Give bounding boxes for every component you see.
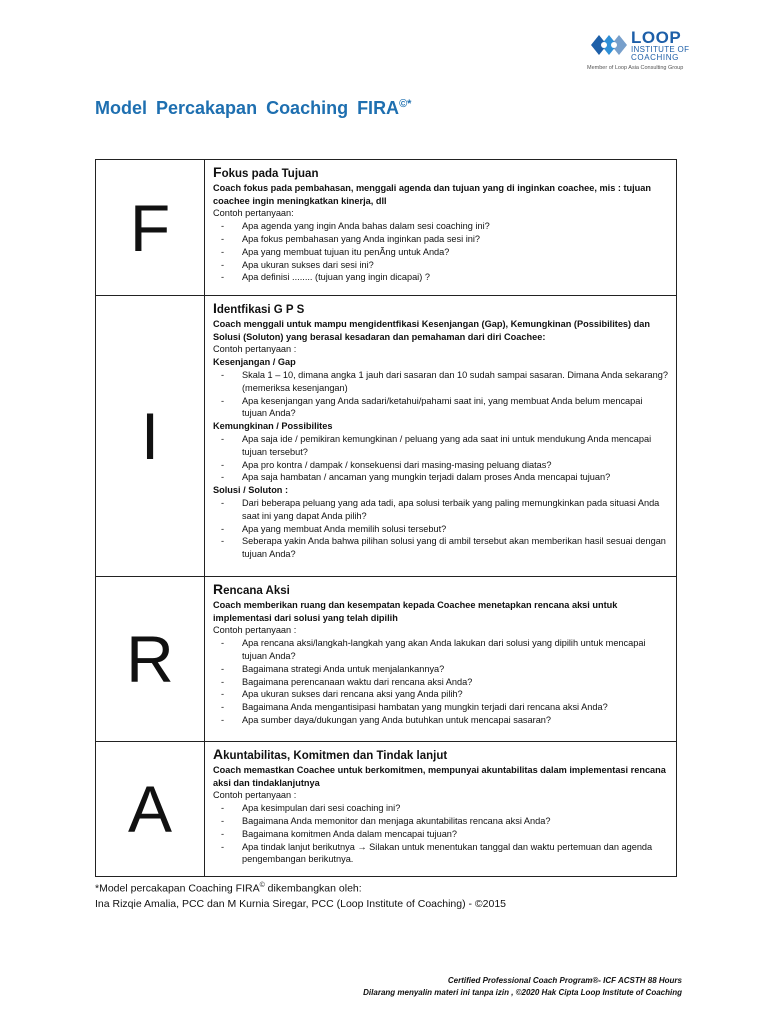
section-letter-a: A [96, 742, 205, 877]
question-item: - Apa rencana aksi/langkah-langkah yang akan Anda lakukan dari solusi yang dipilih untuk mencapai tujuan Anda? [213, 637, 668, 663]
heading-initial: I [213, 300, 217, 316]
question-item: - Apa sumber daya/dukungan yang Anda butuhkan untuk mencapai sasaran? [213, 714, 668, 727]
heading-rest: encana Aksi [223, 585, 290, 597]
section-row-f [96, 160, 677, 296]
footnote [95, 878, 506, 912]
question-item: - Apa agenda yang ingin Anda bahas dalam sesi coaching ini? [213, 220, 668, 233]
section-description: Coach memastkan Coachee untuk berkomitmen, mempunyai akuntabilitas dalam implementasi rencana aksi dan tindaklanjutnya [213, 764, 666, 788]
questions-label: Contoh pertanyaan : [213, 344, 297, 355]
footer-copyright: Dilarang menyalin materi ini tanpa izin , ©2020 Hak Cipta Loop Institute of Coaching [363, 988, 682, 997]
loop-logo [587, 28, 697, 74]
section-content-a [205, 742, 677, 877]
question-item: - Apa pro kontra / dampak / konsekuensi dari masing-masing peluang diatas? [213, 459, 668, 472]
question-item: - Apa ukuran sukses dari rencana aksi yang Anda pilih? [213, 688, 668, 701]
page-title-mark: ©* [399, 98, 412, 110]
heading-rest: dentfikasi G P S [216, 304, 305, 316]
heading-initial: R [213, 581, 224, 597]
logo-text-institute: INSTITUTE OF [631, 45, 690, 54]
question-item: - Apa ukuran sukses dari sesi ini? [213, 259, 668, 272]
section-description: Coach memberikan ruang dan kesempatan kepada Coachee menetapkan rencana aksi untuk implementasi dari solusi yang telah dipilih [213, 599, 618, 623]
question-item: - Bagaimana perencanaan waktu dari rencana aksi Anda? [213, 676, 668, 689]
footnote-line-2: Ina Rizqie Amalia, PCC dan M Kurnia Siregar, PCC (Loop Institute of Coaching) - ©2015 [95, 897, 507, 910]
question-item: - Bagaimana komitmen Anda dalam mencapai tujuan? [213, 828, 668, 841]
fira-table [95, 159, 677, 877]
question-item: - Apa definisi ........ (tujuan yang ingin dicapai) ? [213, 271, 668, 284]
section-description: Coach fokus pada pembahasan, menggali agenda dan tujuan yang di inginkan coachee, mis : tujuan coachee ingin meningkatkan kinerja, dll [213, 182, 652, 206]
section-content-r [205, 577, 677, 742]
heading-initial: F [213, 164, 222, 180]
footnote-text-b: dikembangkan oleh: [264, 882, 362, 895]
question-item: - Apa yang membuat Anda memilih solusi tersebut? [213, 523, 668, 536]
page-footer [363, 975, 682, 999]
question-item: - Apa yang membuat tujuan itu penÃng untuk Anda? [213, 246, 668, 259]
footnote-text-a: *Model percakapan Coaching FIRA [95, 882, 260, 895]
questions-label: Contoh pertanyaan: [213, 208, 294, 219]
section-heading-i [213, 302, 668, 317]
section-heading-f [213, 166, 668, 181]
questions-label: Contoh pertanyaan : [213, 625, 297, 636]
footnote-line-1 [95, 878, 506, 897]
loop-logo-icon [587, 30, 627, 60]
section-content-f [205, 160, 677, 296]
question-item: - Apa kesenjangan yang Anda sadari/ketahui/pahami saat ini, yang membuat Anda belum mencapai tujuan Anda? [213, 395, 668, 421]
logo-text-coaching: COACHING [631, 53, 679, 62]
page-title [95, 98, 411, 119]
page-title-text: Model Percakapan Coaching FIRA [95, 98, 400, 118]
question-item: - Apa tindak lanjut berikutnya → Silakan untuk menentukan tanggal dan waktu pertemuan dan agenda pengembangan berikutnya. [213, 841, 668, 867]
question-item: - Bagaimana Anda mengantisipasi hambatan yang mungkin terjadi dari rencana aksi Anda? [213, 701, 668, 714]
question-item: - Apa kesimpulan dari sesi coaching ini? [213, 802, 668, 815]
question-item: - Apa saja ide / pemikiran kemungkinan / peluang yang ada saat ini untuk mendukung Anda mencapai tujuan tersebut? [213, 433, 668, 459]
logo-text-loop: LOOP [631, 28, 682, 47]
section-row-a [96, 742, 677, 877]
section-heading-a [213, 748, 668, 763]
heading-rest: okus pada Tujuan [221, 168, 319, 180]
footer-program: Certified Professional Coach Program®- ICF ACSTH 88 Hours [447, 976, 682, 985]
question-item: - Apa fokus pembahasan yang Anda inginkan pada sesi ini? [213, 233, 668, 246]
question-item: - Bagaimana strategi Anda untuk menjalankannya? [213, 663, 668, 676]
section-letter-i: I [96, 296, 205, 577]
question-item: - Apa saja hambatan / ancaman yang mungkin terjadi dalam proses Anda mencapai tujuan? [213, 471, 668, 484]
heading-initial: A [213, 746, 224, 762]
heading-rest: kuntabilitas, Komitmen dan Tindak lanjut [223, 750, 448, 762]
section-description: Coach menggali untuk mampu mengidentfikasi Kesenjangan (Gap), Kemungkinan (Possibilites) dan Solusi (Soluton) yang berasal kesadaran dan pemahaman dari diri Coachee: [213, 318, 650, 342]
section-letter-r: R [96, 577, 205, 742]
question-item: - Seberapa yakin Anda bahwa pilihan solusi yang di ambil tersebut akan memberikan hasil sesuai dengan tujuan Anda? [213, 535, 668, 561]
subsection-title-solution: Solusi / Soluton : [213, 485, 289, 496]
subsection-title-possibilities: Kemungkinan / Possibilites [213, 421, 333, 432]
question-item: - Bagaimana Anda memonitor dan menjaga akuntabilitas rencana aksi Anda? [213, 815, 668, 828]
section-row-i [96, 296, 677, 577]
question-item: - Dari beberapa peluang yang ada tadi, apa solusi terbaik yang paling memungkinkan pada situasi Anda saat ini yang dapat Anda pilih? [213, 497, 668, 523]
section-letter-f: F [96, 160, 205, 296]
subsection-title-gap: Kesenjangan / Gap [213, 357, 296, 368]
question-item: - Skala 1 – 10, dimana angka 1 jauh dari sasaran dan 10 sudah sampai sasaran. Dimana Anda sekarang? (memeriksa kesenjangan) [213, 369, 668, 395]
section-content-i [205, 296, 677, 577]
questions-label: Contoh pertanyaan : [213, 790, 297, 801]
footnote-copyright: © [259, 882, 265, 889]
section-heading-r [213, 583, 668, 598]
section-row-r [96, 577, 677, 742]
logo-tagline: Member of Loop Asia Consulting Group [587, 65, 684, 71]
